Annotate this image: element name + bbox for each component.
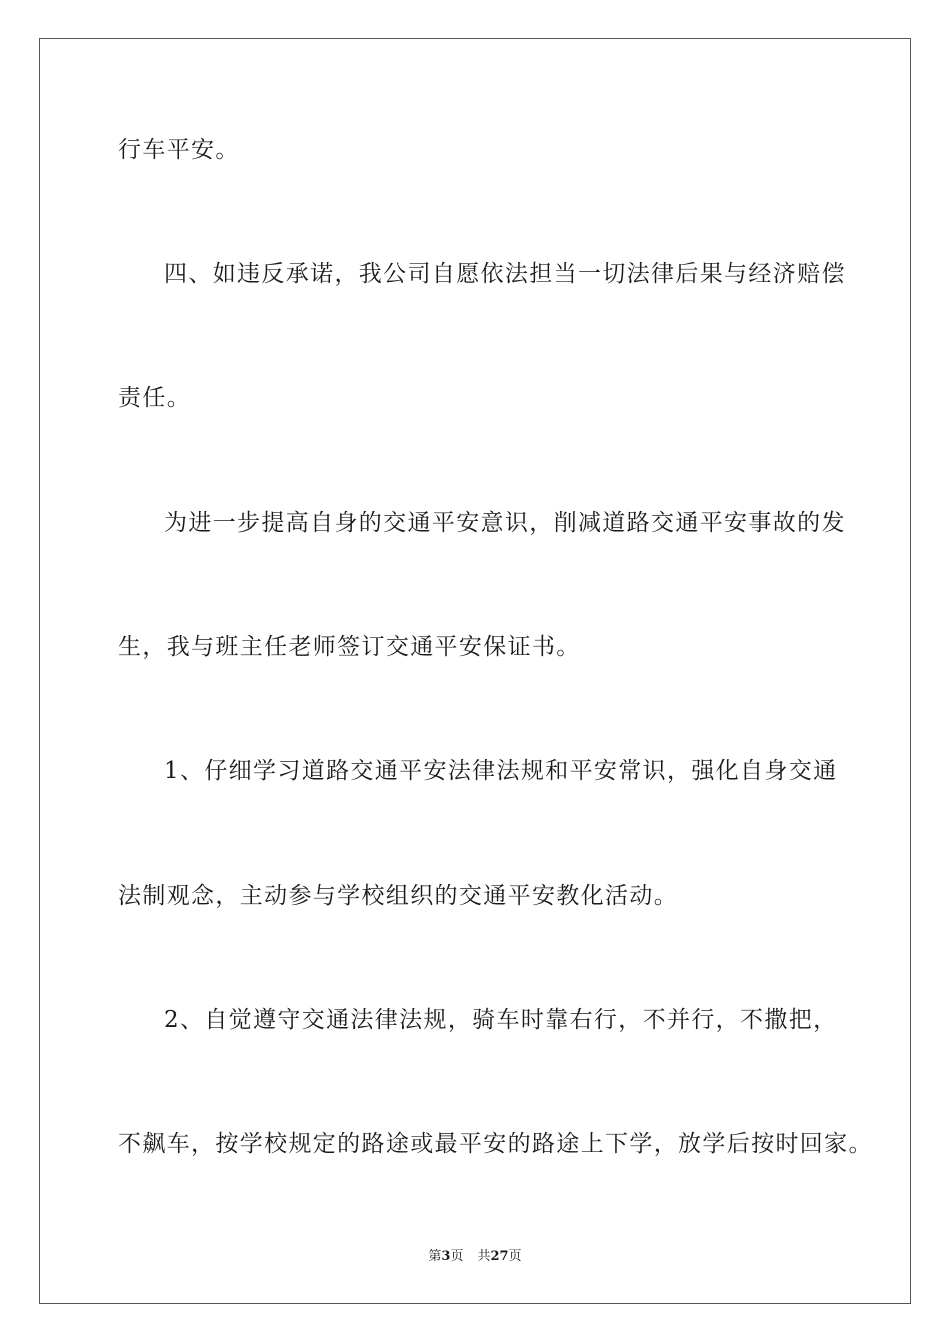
total-prefix: 共 (477, 1249, 491, 1264)
paragraph-line: 四、如违反承诺，我公司自愿依法担当一切法律后果与经济赔偿 (164, 261, 846, 287)
total-suffix: 页 (508, 1249, 522, 1264)
paragraph-line: 法制观念，主动参与学校组织的交通平安教化活动。 (118, 883, 679, 909)
page-border (39, 38, 911, 1304)
page-prefix: 第 (428, 1249, 442, 1264)
paragraph-line: 为进一步提高自身的交通平安意识，削减道路交通平安事故的发 (164, 510, 846, 536)
paragraph-line: 行车平安。 (118, 137, 240, 163)
paragraph-line: 生，我与班主任老师签订交通平安保证书。 (118, 634, 581, 660)
total-page-number: 27 (490, 1249, 509, 1264)
paragraph-line: 不飙车，按学校规定的路途或最平安的路途上下学，放学后按时回家。 (118, 1131, 873, 1157)
paragraph-line: 1、仔细学习道路交通平安法律法规和平安常识，强化自身交通 (164, 758, 838, 784)
page-suffix: 页 (450, 1249, 464, 1264)
current-page-number: 3 (441, 1249, 451, 1264)
paragraph-line: 2、自觉遵守交通法律法规，骑车时靠右行，不并行，不撒把， (164, 1007, 838, 1033)
paragraph-line: 责任。 (118, 385, 192, 411)
page-footer (0, 1248, 950, 1266)
